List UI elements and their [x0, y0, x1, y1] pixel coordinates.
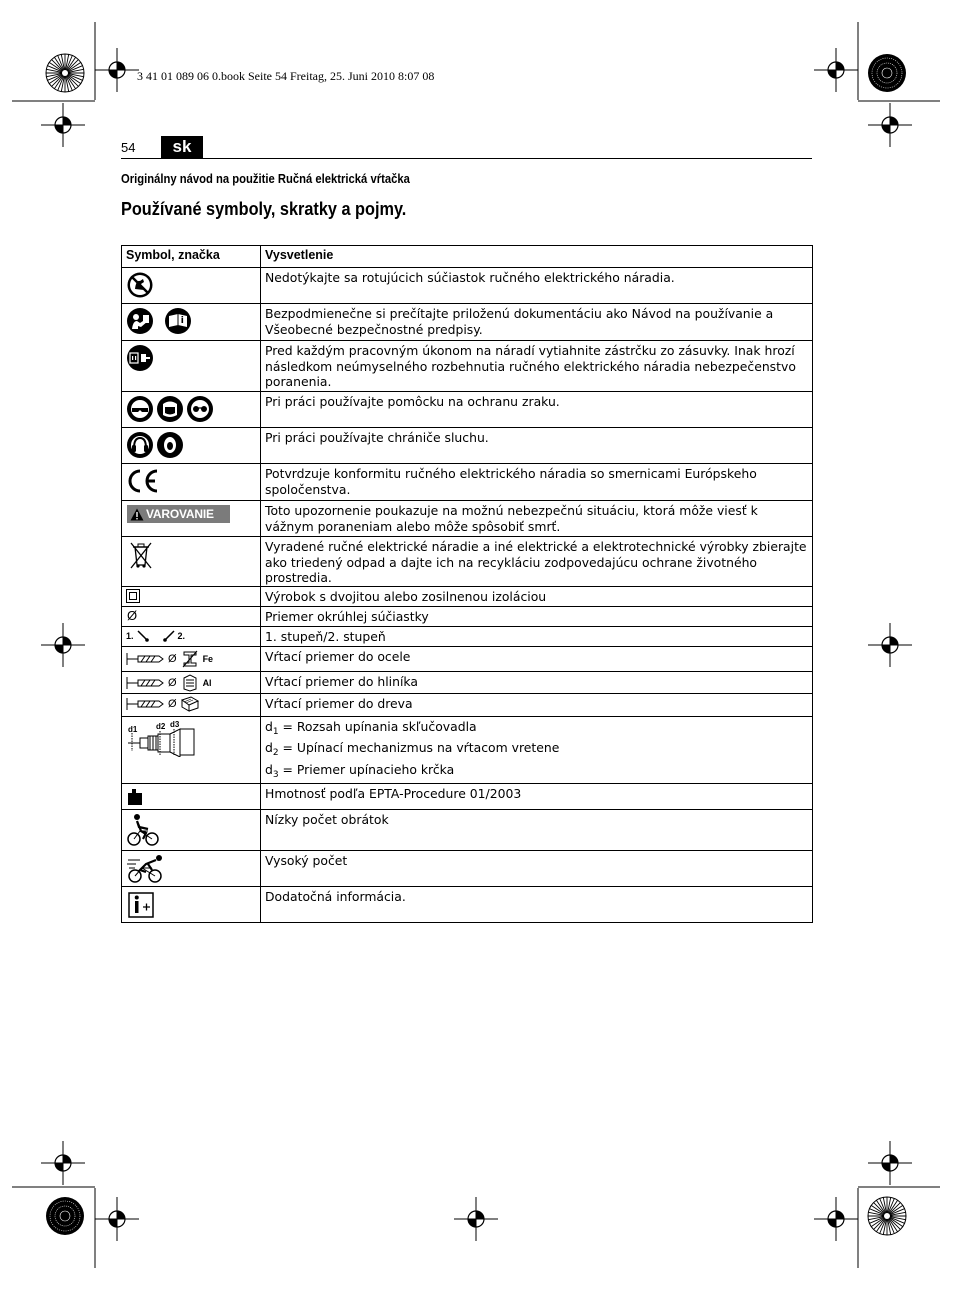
wood-material-icon	[181, 696, 199, 712]
row-text: Nízky počet obrátok	[261, 810, 813, 851]
diameter-symbol: Ø	[127, 607, 138, 623]
table-row	[122, 464, 813, 501]
header-rule	[121, 158, 812, 159]
chuck-line-2: $d_2$ = Upínací mechanizmus na vŕtacom vretene	[265, 740, 560, 758]
safety-glasses-icon	[186, 395, 214, 423]
gear-stage-1-label: 1.	[126, 630, 134, 641]
table-row	[122, 501, 813, 537]
manual-book-icon	[164, 307, 192, 335]
warning-label	[127, 505, 230, 523]
table-row	[122, 586, 813, 606]
table-row	[122, 428, 813, 464]
header-symbol: Symbol, značka	[122, 246, 261, 268]
diameter-symbol: Ø	[168, 697, 177, 710]
drill-bit-icon	[126, 675, 164, 691]
table-row	[122, 537, 813, 587]
table-row	[122, 716, 813, 784]
table-row	[122, 341, 813, 392]
high-speed-cyclist-icon	[126, 854, 166, 884]
gear-stage-1-icon	[136, 629, 150, 643]
steel-material-icon	[181, 650, 199, 668]
hearing-protection-icon	[156, 431, 184, 459]
table-row	[122, 693, 813, 716]
row-text: Nedotýkajte sa rotujúcich súčiastok ručného elektrického náradia.	[261, 268, 813, 304]
drill-bit-icon	[126, 696, 164, 712]
row-text: Vŕtací priemer do ocele	[261, 646, 813, 671]
row-text: Hmotnosť podľa EPTA-Procedure 01/2003	[261, 784, 813, 810]
table-row	[122, 392, 813, 428]
face-shield-icon	[156, 395, 184, 423]
row-text: Bezpodmienečne si prečítajte priloženú dokumentáciu ako Návod na používanie a Všeobecné bezpečnostné predpisy.	[261, 304, 813, 341]
row-text: Vyradené ručné elektrické náradie a iné elektrické a elektrotechnické výrobky zbierajte ako triedený odpad a dajte ich na recykláciu zodpovedajúcu ochrane životného prostredia.	[261, 537, 813, 587]
row-text	[261, 716, 813, 784]
read-manual-icon	[126, 307, 154, 335]
table-row	[122, 646, 813, 671]
crossed-bin-icon	[128, 540, 154, 570]
weight-icon	[126, 788, 144, 806]
chuck-line-1: $d_1$ = Rozsah upínania skľučovadla	[265, 718, 477, 737]
ce-mark-icon	[126, 467, 160, 495]
symbols-table	[121, 245, 813, 923]
row-text: Potvrdzuje konformitu ručného elektrického náradia so smernicami Európskeho spoločenstva.	[261, 464, 813, 501]
row-text: Vŕtací priemer do hliníka	[261, 671, 813, 693]
table-row	[122, 304, 813, 341]
language-badge: sk	[161, 136, 203, 158]
gear-stage-2-icon	[162, 629, 176, 643]
diameter-symbol: Ø	[168, 676, 177, 689]
row-text: 1. stupeň/2. stupeň	[261, 626, 813, 646]
diameter-symbol: Ø	[168, 652, 177, 665]
material-label: Al	[202, 677, 212, 688]
goggles-icon	[126, 395, 154, 423]
page-number: 54	[121, 140, 136, 155]
gear-stage-2-label: 2.	[177, 630, 186, 641]
doc-title: Originálny návod na použitie Ručná elektrická vŕtačka	[121, 172, 410, 186]
table-header-row	[122, 246, 813, 268]
warning-label-text: VAROVANIE	[146, 507, 214, 521]
low-speed-cyclist-icon	[126, 813, 160, 847]
ear-muffs-icon	[126, 431, 154, 459]
table-row	[122, 810, 813, 851]
header-explanation: Vysvetlenie	[261, 246, 813, 268]
chuck-line-3: $d_3$ = Priemer upínacieho krčka	[265, 761, 455, 780]
table-row	[122, 606, 813, 626]
double-insulation-icon	[126, 589, 140, 603]
row-text: Výrobok s dvojitou alebo zosilnenou izoláciou	[261, 586, 813, 606]
table-row	[122, 784, 813, 810]
table-row	[122, 268, 813, 304]
aluminium-material-icon	[181, 674, 199, 692]
row-text: Dodatočná informácia.	[261, 887, 813, 923]
table-row	[122, 671, 813, 693]
drill-bit-icon	[126, 651, 164, 667]
d2-label: d2	[156, 721, 166, 731]
row-text: Pred každým pracovným úkonom na náradí vytiahnite zástrčku zo zásuvky. Inak hrozí následkom neúmyselného rozbehnutia ručného elektrického náradia nebezpečenstvo poranenia.	[261, 341, 813, 392]
row-text: Pri práci používajte chrániče sluchu.	[261, 428, 813, 464]
d3-label: d3	[170, 720, 180, 729]
no-hands-rotating-icon	[126, 271, 154, 299]
d1-label: d1	[128, 724, 138, 734]
unplug-icon	[126, 344, 154, 372]
row-text: Vŕtací priemer do dreva	[261, 693, 813, 716]
file-info: 3 41 01 089 06 0.book Seite 54 Freitag, 25. Juni 2010 8:07 08	[137, 69, 435, 83]
section-title: Používané symboly, skratky a pojmy.	[121, 198, 407, 219]
row-text: Vysoký počet	[261, 851, 813, 887]
table-row	[122, 626, 813, 646]
table-row	[122, 887, 813, 923]
chuck-dimensions-icon	[126, 721, 198, 757]
material-label: Fe	[202, 653, 214, 664]
warning-triangle-icon	[130, 508, 144, 521]
row-text: Toto upozornenie poukazuje na možnú nebezpečnú situáciu, ktorá môže viesť k vážnym poraneniam alebo môže spôsobiť smrť.	[261, 501, 813, 537]
row-text: Pri práci používajte pomôcku na ochranu zraku.	[261, 392, 813, 428]
table-row	[122, 851, 813, 887]
row-text: Priemer okrúhlej súčiastky	[261, 606, 813, 626]
info-icon	[128, 892, 154, 918]
